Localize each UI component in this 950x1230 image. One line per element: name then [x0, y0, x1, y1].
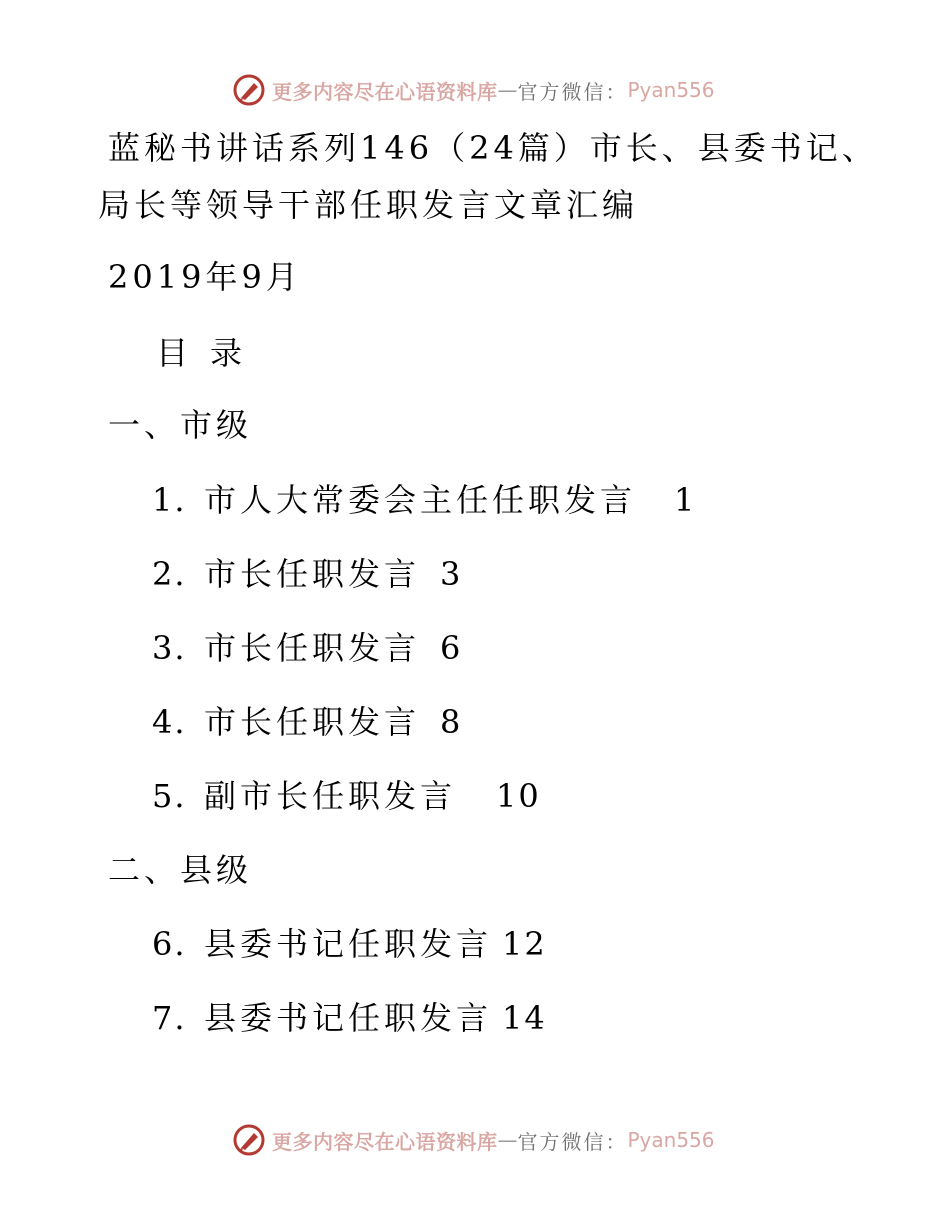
toc-entry-title: 县委书记任职发言 — [204, 999, 493, 1037]
toc-entry-title: 市长任职发言 — [204, 703, 421, 741]
footer-watermark — [232, 1120, 715, 1160]
toc-entry-title: 副市长任职发言 — [204, 777, 457, 815]
toc-entry-page: 14 — [502, 999, 547, 1037]
toc-heading: 目录 — [156, 334, 265, 372]
toc-entry — [152, 702, 462, 742]
toc-entry-page: 8 — [440, 703, 463, 741]
toc-entry — [152, 554, 462, 594]
toc-entry-title: 县委书记任职发言 — [204, 925, 493, 963]
toc-entry-title: 市长任职发言 — [204, 629, 421, 667]
document-date: 2019年9月 — [108, 258, 302, 296]
section-heading-county: 二、县级 — [108, 851, 253, 889]
pen-logo-icon — [232, 1123, 266, 1157]
document-title-line1: 蓝秘书讲话系列146（24篇）市长、县委书记、 — [108, 129, 878, 167]
toc-entry-number: 3. — [152, 629, 187, 667]
toc-entry-page: 3 — [440, 555, 463, 593]
toc-entry — [152, 480, 696, 520]
toc-entry — [152, 628, 462, 668]
watermark-brand: 更多内容尽在心语资料库 — [272, 79, 498, 104]
section-heading-city: 一、市级 — [108, 406, 253, 444]
watermark-wechat-id: Pyan556 — [627, 1128, 715, 1152]
toc-entry-number: 2. — [152, 555, 187, 593]
pen-logo-icon — [232, 73, 266, 107]
document-title-line2: 局长等领导干部任职发言文章汇编 — [98, 186, 639, 224]
watermark-brand: 更多内容尽在心语资料库 — [272, 1129, 498, 1154]
toc-entry-number: 6. — [152, 925, 187, 963]
toc-entry-title: 市人大常委会主任任职发言 — [204, 481, 637, 519]
toc-entry-page: 1 — [674, 481, 697, 519]
toc-entry-number: 7. — [152, 999, 187, 1037]
watermark-separator: — — [497, 1128, 518, 1152]
toc-entry-number: 1. — [152, 481, 187, 519]
toc-entry — [152, 998, 547, 1038]
watermark-separator: — — [497, 78, 518, 102]
header-watermark — [232, 70, 715, 110]
toc-entry-page: 6 — [440, 629, 463, 667]
toc-entry-title: 市长任职发言 — [204, 555, 421, 593]
watermark-official: 官方微信： — [517, 79, 628, 104]
toc-entry-page: 12 — [502, 925, 547, 963]
toc-entry-page: 10 — [496, 777, 541, 815]
watermark-wechat-id: Pyan556 — [627, 78, 715, 102]
toc-entry — [152, 924, 547, 964]
watermark-official: 官方微信： — [517, 1129, 628, 1154]
toc-entry-number: 5. — [152, 777, 187, 815]
toc-entry — [152, 776, 541, 816]
toc-entry-number: 4. — [152, 703, 187, 741]
